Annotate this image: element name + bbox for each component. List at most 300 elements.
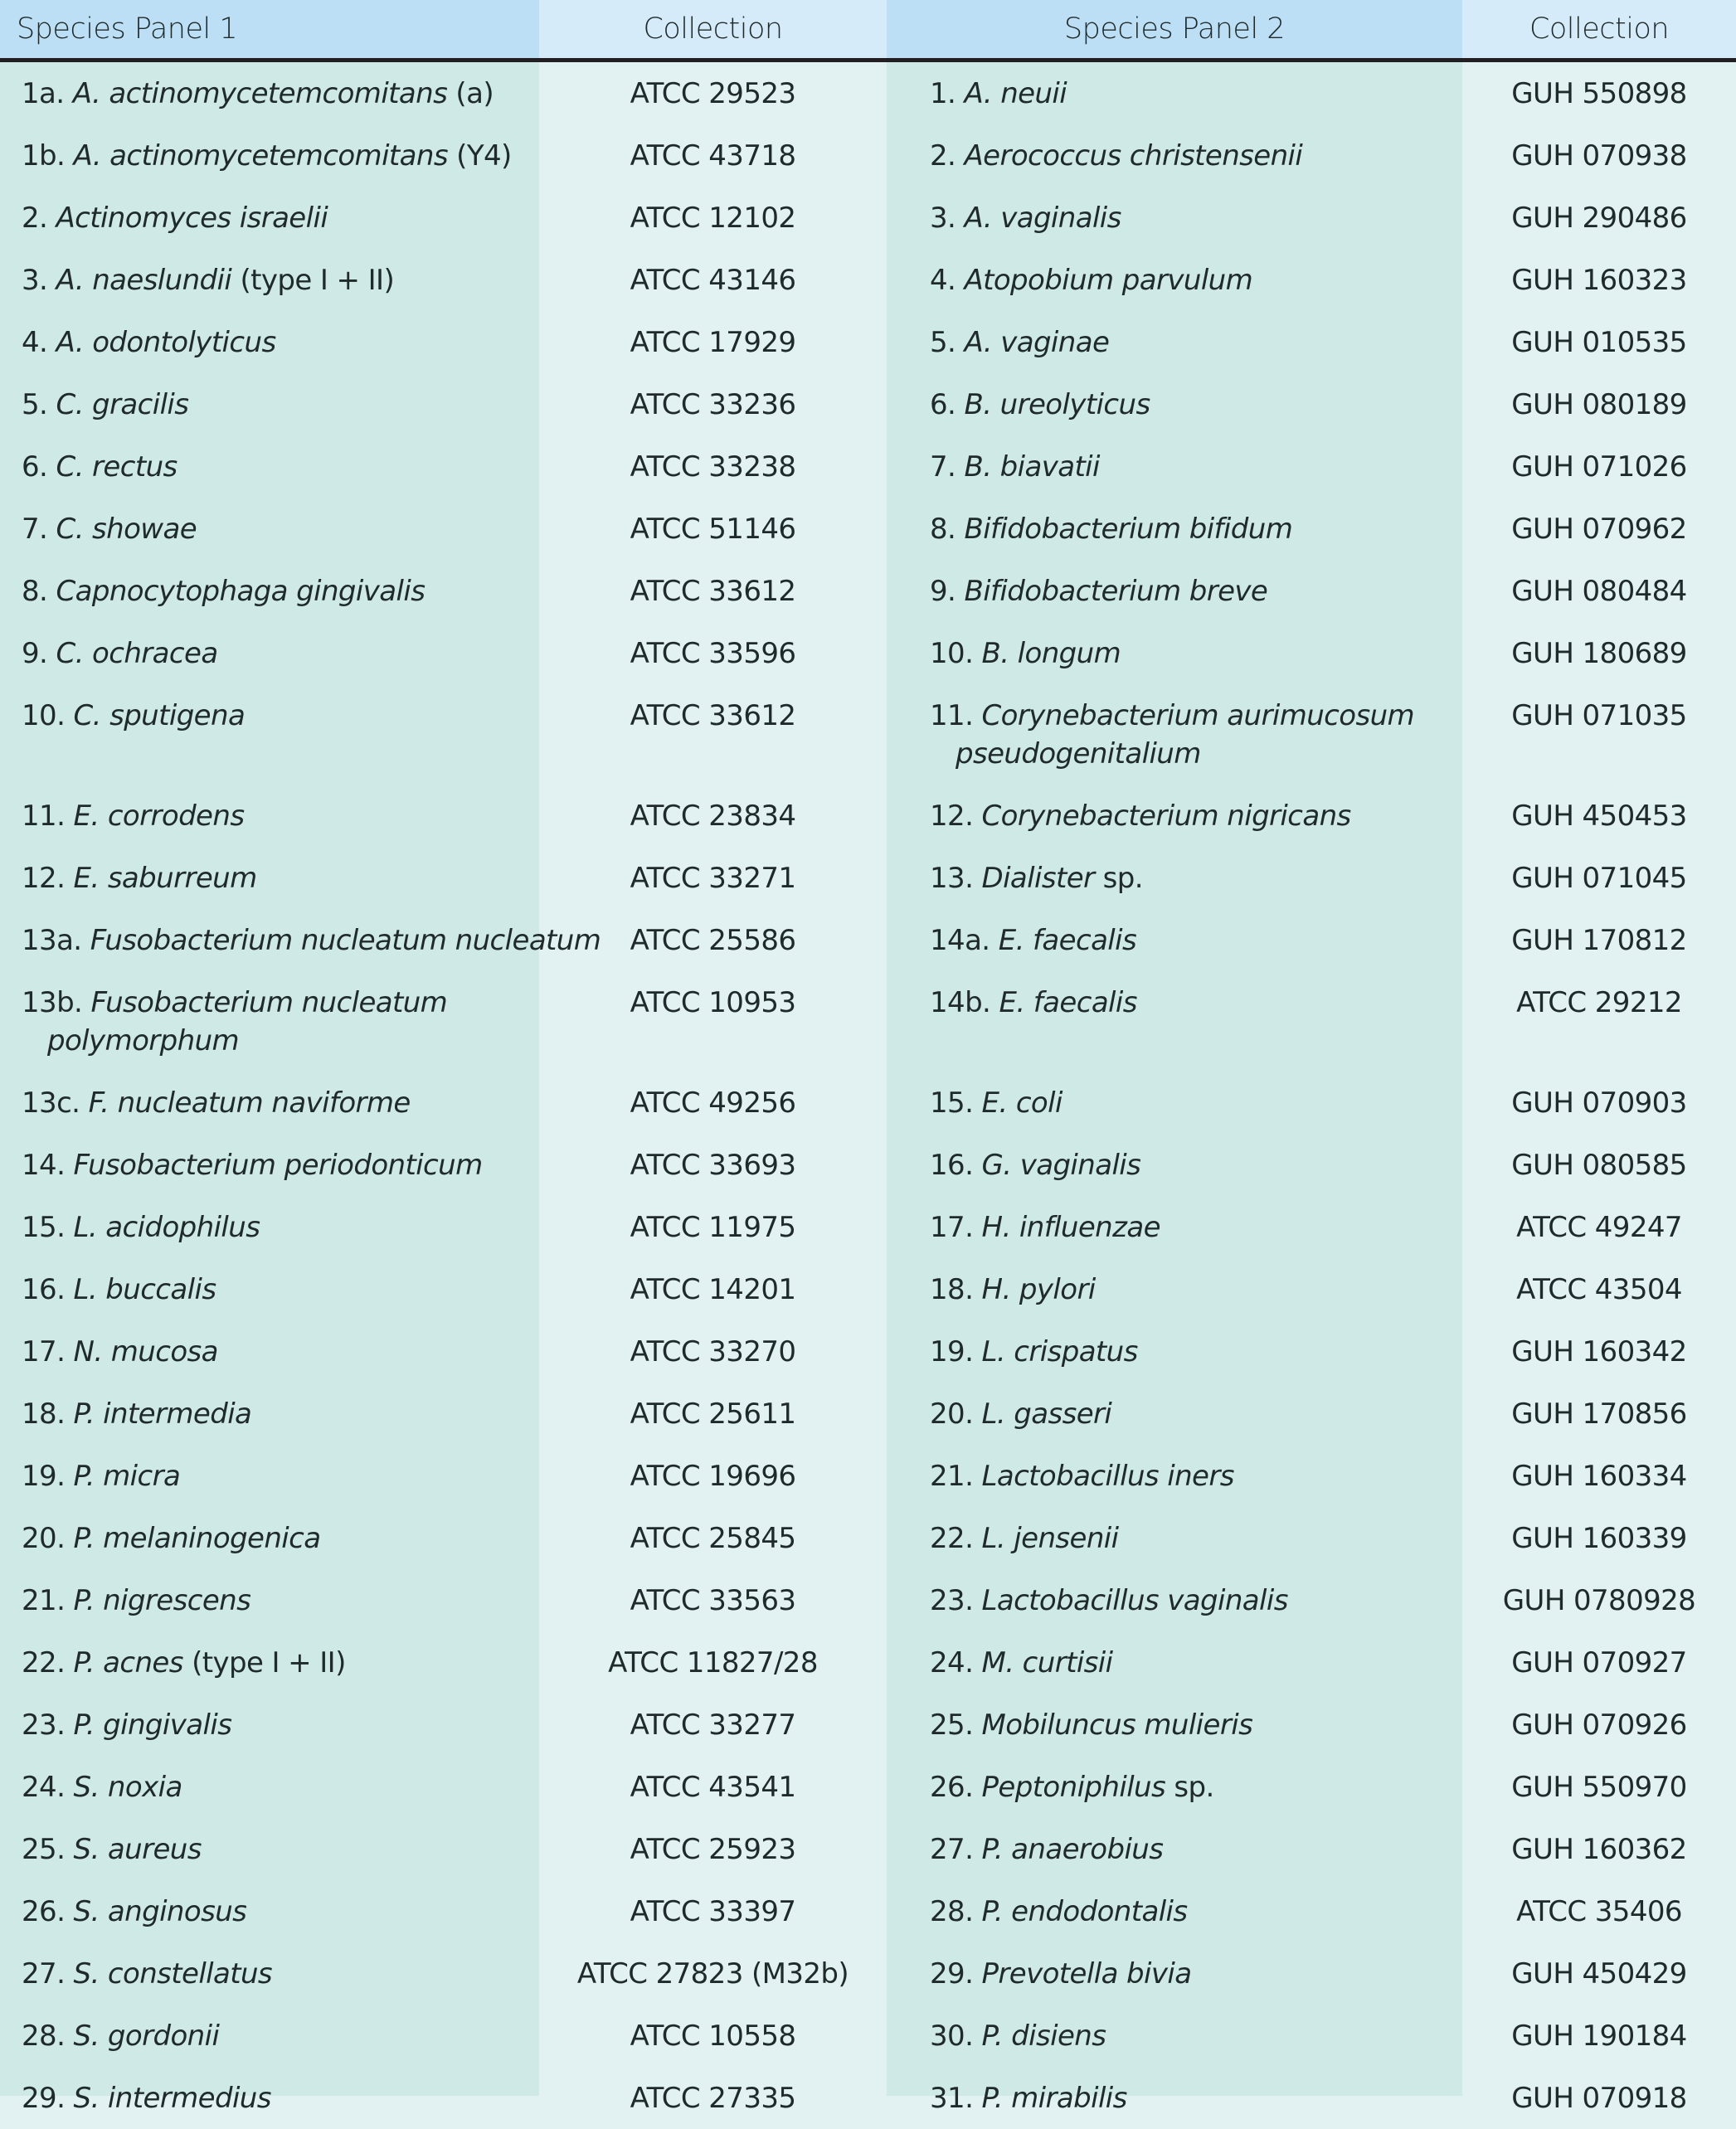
table-row [0, 971, 1736, 1072]
species-panel-1-cell [0, 1383, 539, 1445]
species-epithet: aurimucosum [1227, 699, 1415, 732]
collection-2-cell: GUH 160342 [1511, 1335, 1687, 1368]
species-genus: E. [73, 862, 100, 895]
species-epithet: constellatus [107, 1957, 273, 1990]
species-panel-1-cell [0, 909, 601, 971]
species-panel-2-cell [887, 1631, 1462, 1694]
species-number: 13. [930, 862, 974, 895]
species-epithet: neuii [1000, 77, 1067, 110]
species-number: 22. [22, 1646, 66, 1679]
species-epithet: breve [1189, 575, 1268, 608]
species-epithet: actinomycetemcomitans [109, 139, 448, 173]
species-qualifier: sp. [1102, 862, 1143, 895]
species-genus: F. [88, 1086, 109, 1120]
species-genus: M. [981, 1646, 1014, 1679]
species-epithet: corrodens [107, 800, 245, 833]
collection-2-cell: GUH 160362 [1511, 1833, 1687, 1866]
species-genus: B. [981, 637, 1009, 670]
species-number: 24. [930, 1646, 974, 1679]
species-epithet: gasseri [1014, 1397, 1112, 1431]
species-genus: H. [981, 1273, 1011, 1306]
species-genus: N. [73, 1335, 103, 1368]
species-genus: Bifidobacterium [964, 575, 1181, 608]
species-genus: A. [56, 264, 84, 297]
species-number: 8. [22, 575, 48, 608]
species-panel-2-cell [887, 1507, 1462, 1569]
collection-2-cell: ATCC 35406 [1516, 1895, 1682, 1928]
species-genus: C. [73, 699, 101, 732]
species-number: 17. [22, 1335, 66, 1368]
species-panel-1-cell [0, 560, 539, 622]
species-genus: P. [73, 1460, 95, 1493]
species-epithet: ureolyticus [999, 388, 1150, 421]
species-epithet: naeslundii [92, 264, 232, 297]
species-number: 2. [930, 139, 956, 173]
species-number: 1a. [22, 77, 65, 110]
species-panel-1-cell [0, 1942, 539, 2005]
collection-1-cell: ATCC 19696 [630, 1460, 796, 1493]
collection-1-cell: ATCC 11975 [630, 1211, 796, 1244]
collection-2-cell: GUH 450453 [1511, 800, 1687, 833]
table-row [0, 560, 1736, 622]
species-epithet: intermedia [103, 1397, 252, 1431]
collection-2-cell: GUH 080585 [1511, 1149, 1687, 1182]
collection-1-cell: ATCC 10953 [630, 986, 796, 1019]
species-number: 24. [22, 1771, 66, 1804]
species-genus: E. [73, 800, 100, 833]
species-genus: P. [73, 1709, 95, 1742]
species-epithet: pylori [1019, 1273, 1096, 1306]
table-header [0, 0, 1736, 62]
species-panel-2-cell [887, 2005, 1462, 2067]
species-epithet: nucleatum nucleatum [300, 924, 601, 957]
species-panel-1-cell [0, 249, 539, 311]
collection-2-cell: ATCC 43504 [1516, 1273, 1682, 1306]
table-row [0, 1196, 1736, 1258]
species-panel-1-cell [0, 1756, 539, 1818]
table-row [0, 684, 1736, 785]
species-number: 3. [22, 264, 48, 297]
collection-1-cell: ATCC 43541 [630, 1771, 796, 1804]
species-panel-1-cell [0, 1134, 539, 1196]
table-row [0, 62, 1736, 124]
table-row [0, 2067, 1736, 2129]
species-epithet: bifidum [1189, 513, 1293, 546]
header-collection-1: Collection [539, 0, 887, 58]
species-genus: S. [73, 1771, 100, 1804]
species-epithet: periodonticum [284, 1149, 483, 1182]
header-species-panel-1: Species Panel 1 [0, 0, 539, 58]
species-genus: A. [964, 326, 992, 359]
collection-2-cell: GUH 080189 [1511, 388, 1687, 421]
species-genus: Mobiluncus [981, 1709, 1136, 1742]
species-panel-2-cell [887, 684, 1462, 785]
species-qualifier: (type I + II) [192, 1646, 346, 1679]
species-panel-2-cell [887, 435, 1462, 498]
species-panel-1-cell [0, 1072, 539, 1134]
species-epithet: mulieris [1144, 1709, 1253, 1742]
species-number: 3. [930, 202, 956, 235]
species-genus: P. [73, 1397, 95, 1431]
species-panel-2-cell [887, 1818, 1462, 1880]
species-genus: B. [964, 450, 992, 484]
collection-2-cell: GUH 0780928 [1502, 1584, 1696, 1617]
table-row [0, 498, 1736, 560]
species-number: 25. [22, 1833, 66, 1866]
species-panel-2-cell [887, 560, 1462, 622]
species-number: 25. [930, 1709, 974, 1742]
species-number: 28. [930, 1895, 974, 1928]
species-genus: A. [73, 139, 101, 173]
species-panel-1-cell [0, 124, 539, 187]
species-number: 17. [930, 1211, 974, 1244]
species-epithet: faecalis [1033, 924, 1137, 957]
species-panel-2-cell [887, 785, 1462, 847]
species-number: 16. [930, 1149, 974, 1182]
species-panel-2-cell [887, 62, 1462, 124]
collection-1-cell: ATCC 33238 [630, 450, 796, 484]
collection-2-cell: GUH 070927 [1511, 1646, 1687, 1679]
species-number: 8. [930, 513, 956, 546]
species-genus: A. [56, 326, 84, 359]
species-genus: C. [56, 450, 84, 484]
species-epithet: israelii [239, 202, 328, 235]
table-row [0, 187, 1736, 249]
collection-1-cell: ATCC 11827/28 [608, 1646, 818, 1679]
species-epithet: showae [92, 513, 197, 546]
species-panel-1-cell [0, 684, 539, 785]
species-panel-2-cell [887, 373, 1462, 435]
collection-1-cell: ATCC 33270 [630, 1335, 796, 1368]
species-genus: S. [73, 1833, 100, 1866]
species-panel-2-cell [887, 1196, 1462, 1258]
collection-1-cell: ATCC 33693 [630, 1149, 796, 1182]
species-panel-1-cell [0, 187, 539, 249]
table-row [0, 785, 1736, 847]
species-panel-1-cell [0, 311, 539, 373]
collection-2-cell: GUH 070903 [1511, 1086, 1687, 1120]
collection-1-cell: ATCC 33596 [630, 637, 796, 670]
species-genus: Aerococcus [964, 139, 1121, 173]
species-number: 13a. [22, 924, 82, 957]
species-genus: S. [73, 2082, 100, 2115]
table-row [0, 847, 1736, 909]
collection-2-cell: GUH 070918 [1511, 2082, 1687, 2115]
species-epithet: jensenii [1014, 1522, 1119, 1555]
collection-1-cell: ATCC 51146 [630, 513, 796, 546]
species-genus: L. [981, 1522, 1006, 1555]
species-epithet: sputigena [109, 699, 246, 732]
species-epithet: vaginalis [1000, 202, 1121, 235]
collection-2-cell: GUH 170856 [1511, 1397, 1687, 1431]
species-number: 12. [930, 800, 974, 833]
species-number: 28. [22, 2020, 66, 2053]
collection-2-cell: GUH 180689 [1511, 637, 1687, 670]
table-body [0, 62, 1736, 2129]
species-number: 14b. [930, 986, 991, 1019]
species-panel-1-cell [0, 1196, 539, 1258]
collection-2-cell: GUH 071026 [1511, 450, 1687, 484]
species-genus: L. [981, 1397, 1006, 1431]
species-number: 14. [22, 1149, 66, 1182]
species-genus: Peptoniphilus [981, 1771, 1166, 1804]
species-genus: Actinomyces [56, 202, 231, 235]
species-number: 10. [22, 699, 66, 732]
table-row [0, 435, 1736, 498]
species-qualifier: sp. [1174, 1771, 1214, 1804]
species-genus: E. [999, 986, 1025, 1019]
species-number: 21. [930, 1460, 974, 1493]
table-row [0, 1569, 1736, 1631]
collection-2-cell: GUH 070962 [1511, 513, 1687, 546]
species-panel-2-cell [887, 1383, 1462, 1445]
species-epithet: faecalis [1033, 986, 1137, 1019]
species-panel-1-cell [0, 2005, 539, 2067]
collection-2-cell: GUH 550970 [1511, 1771, 1687, 1804]
species-panel-1-cell [0, 435, 539, 498]
collection-2-cell: GUH 190184 [1511, 2020, 1687, 2053]
species-genus: G. [981, 1149, 1012, 1182]
species-epithet: gingivalis [103, 1709, 232, 1742]
species-genus: C. [56, 637, 84, 670]
species-number: 6. [930, 388, 956, 421]
species-epithet: nucleatum [301, 986, 448, 1019]
species-number: 11. [22, 800, 66, 833]
species-panel-2-cell [887, 1320, 1462, 1383]
species-epithet: parvulum [1121, 264, 1253, 297]
table-row [0, 1383, 1736, 1445]
species-epithet: christensenii [1129, 139, 1303, 173]
table-row [0, 124, 1736, 187]
species-panel-2-cell [887, 1942, 1462, 2005]
species-panel-2-cell [887, 622, 1462, 684]
species-panel-2-cell [887, 909, 1462, 971]
collection-1-cell: ATCC 33271 [630, 862, 796, 895]
species-epithet: biavatii [999, 450, 1100, 484]
table-row [0, 1880, 1736, 1942]
collection-1-cell: ATCC 33397 [630, 1895, 796, 1928]
species-number: 23. [22, 1709, 66, 1742]
species-number: 2. [22, 202, 48, 235]
species-epithet: acidophilus [105, 1211, 260, 1244]
species-number: 13b. [22, 986, 83, 1019]
species-epithet: nucleatum naviforme [117, 1086, 411, 1120]
species-genus: Fusobacterium [90, 986, 294, 1019]
collection-1-cell: ATCC 10558 [630, 2020, 796, 2053]
species-epithet: saburreum [107, 862, 257, 895]
collection-2-cell: GUH 160334 [1511, 1460, 1687, 1493]
species-number: 7. [930, 450, 956, 484]
species-panel-1-cell [0, 498, 539, 560]
collection-1-cell: ATCC 43718 [630, 139, 796, 173]
species-panel-2-cell [887, 1694, 1462, 1756]
collection-1-cell: ATCC 29523 [630, 77, 796, 110]
species-number: 4. [930, 264, 956, 297]
collection-2-cell: GUH 071045 [1511, 862, 1687, 895]
species-genus: L. [73, 1273, 98, 1306]
collection-2-cell: GUH 071035 [1511, 699, 1687, 732]
species-genus: L. [981, 1335, 1006, 1368]
species-panel-2-cell [887, 2067, 1462, 2129]
species-number: 15. [22, 1211, 66, 1244]
species-panel-2-cell [887, 1445, 1462, 1507]
species-panel-2-cell [887, 1134, 1462, 1196]
collection-1-cell: ATCC 27823 (M32b) [576, 1957, 849, 1990]
species-number: 22. [930, 1522, 974, 1555]
species-epithet: iners [1167, 1460, 1234, 1493]
species-genus: Prevotella [981, 1957, 1118, 1990]
species-genus: C. [56, 513, 84, 546]
collection-2-cell: GUH 170812 [1511, 924, 1687, 957]
species-genus: B. [964, 388, 992, 421]
species-number: 13c. [22, 1086, 80, 1120]
collection-2-cell: GUH 550898 [1511, 77, 1687, 110]
species-panel-2-cell [887, 498, 1462, 560]
species-genus: P. [73, 1646, 95, 1679]
species-genus: H. [981, 1211, 1011, 1244]
species-genus: Fusobacterium [90, 924, 293, 957]
species-panel-2-cell [887, 249, 1462, 311]
collection-1-cell: ATCC 25586 [630, 924, 796, 957]
table-row [0, 622, 1736, 684]
table-row [0, 909, 1736, 971]
species-number: 5. [930, 326, 956, 359]
collection-2-cell: GUH 080484 [1511, 575, 1687, 608]
table-row [0, 1258, 1736, 1320]
table-row [0, 1320, 1736, 1383]
collection-1-cell: ATCC 33236 [630, 388, 796, 421]
species-number: 1b. [22, 139, 66, 173]
species-qualifier: (a) [455, 77, 494, 110]
collection-2-cell: ATCC 49247 [1516, 1211, 1682, 1244]
species-number: 15. [930, 1086, 974, 1120]
collection-2-cell: GUH 450429 [1511, 1957, 1687, 1990]
species-panel-1-cell [0, 1507, 539, 1569]
species-epithet: coli [1015, 1086, 1063, 1120]
species-epithet: nigrescens [103, 1584, 251, 1617]
collection-2-cell: GUH 070926 [1511, 1709, 1687, 1742]
species-number: 23. [930, 1584, 974, 1617]
species-number: 6. [22, 450, 48, 484]
species-number: 30. [930, 2020, 974, 2053]
species-panel-2-cell [887, 1258, 1462, 1320]
collection-2-cell: GUH 290486 [1511, 202, 1687, 235]
species-qualifier: (type I + II) [240, 264, 395, 297]
species-genus: L. [73, 1211, 98, 1244]
table-row [0, 1507, 1736, 1569]
species-epithet: noxia [107, 1771, 182, 1804]
collection-1-cell: ATCC 25611 [630, 1397, 796, 1431]
species-genus: A. [72, 77, 101, 110]
species-genus: P. [981, 2082, 1003, 2115]
species-panel-2-cell [887, 971, 1462, 1072]
species-epithet: gordonii [107, 2020, 220, 2053]
species-genus: Bifidobacterium [964, 513, 1181, 546]
species-genus: P. [73, 1522, 95, 1555]
species-number: 5. [22, 388, 48, 421]
species-panel-2-cell [887, 847, 1462, 909]
species-number: 29. [22, 2082, 66, 2115]
collection-2-cell: GUH 010535 [1511, 326, 1687, 359]
species-genus: A. [964, 202, 992, 235]
species-number: 16. [22, 1273, 66, 1306]
species-panel-1-cell [0, 1258, 539, 1320]
collection-1-cell: ATCC 25923 [630, 1833, 796, 1866]
species-panel-2-cell [887, 1880, 1462, 1942]
species-genus: S. [73, 1895, 100, 1928]
species-number: 4. [22, 326, 48, 359]
species-genus: A. [964, 77, 992, 110]
species-panel-1-cell [0, 1320, 539, 1383]
species-genus: E. [981, 1086, 1008, 1120]
species-number: 20. [930, 1397, 974, 1431]
species-genus: Capnocytophaga [56, 575, 288, 608]
species-genus: Lactobacillus [981, 1584, 1160, 1617]
species-genus: Dialister [981, 862, 1095, 895]
collection-1-cell: ATCC 33277 [630, 1709, 796, 1742]
table-row [0, 249, 1736, 311]
species-epithet: odontolyticus [92, 326, 276, 359]
species-number: 18. [22, 1397, 66, 1431]
species-continuation: pseudogenitalium [956, 737, 1201, 770]
species-epithet: micra [103, 1460, 181, 1493]
species-number: 26. [22, 1895, 66, 1928]
table-row [0, 311, 1736, 373]
species-number: 9. [930, 575, 956, 608]
species-number: 1. [930, 77, 956, 110]
species-epithet: mucosa [110, 1335, 218, 1368]
species-continuation: polymorphum [47, 1024, 240, 1057]
species-number: 11. [930, 699, 974, 732]
species-number: 7. [22, 513, 48, 546]
species-genus: P. [981, 1895, 1003, 1928]
species-panel-1-cell [0, 971, 539, 1072]
species-epithet: longum [1017, 637, 1121, 670]
species-genus: Corynebacterium [981, 800, 1219, 833]
species-number: 14a. [930, 924, 990, 957]
species-genus: P. [73, 1584, 95, 1617]
header-collection-2: Collection [1462, 0, 1736, 58]
species-number: 19. [22, 1460, 66, 1493]
species-number: 29. [930, 1957, 974, 1990]
species-epithet: vaginalis [1167, 1584, 1288, 1617]
species-panel-1-cell [0, 62, 539, 124]
species-number: 10. [930, 637, 974, 670]
species-number: 21. [22, 1584, 66, 1617]
species-genus: E. [998, 924, 1024, 957]
collection-1-cell: ATCC 12102 [630, 202, 796, 235]
species-panel-1-cell [0, 847, 539, 909]
table-row [0, 1631, 1736, 1694]
species-panel-1-cell [0, 1694, 539, 1756]
species-number: 20. [22, 1522, 66, 1555]
species-number: 26. [930, 1771, 974, 1804]
table-row [0, 1694, 1736, 1756]
species-number: 9. [22, 637, 48, 670]
table-row [0, 1818, 1736, 1880]
species-number: 19. [930, 1335, 974, 1368]
collection-1-cell: ATCC 25845 [630, 1522, 796, 1555]
species-number: 18. [930, 1273, 974, 1306]
species-genus: S. [73, 2020, 100, 2053]
table-row [0, 373, 1736, 435]
collection-1-cell: ATCC 43146 [630, 264, 796, 297]
species-epithet: buccalis [105, 1273, 216, 1306]
species-epithet: vaginalis [1019, 1149, 1141, 1182]
species-epithet: melaninogenica [103, 1522, 321, 1555]
collection-1-cell: ATCC 14201 [630, 1273, 796, 1306]
species-panel-2-cell [887, 124, 1462, 187]
